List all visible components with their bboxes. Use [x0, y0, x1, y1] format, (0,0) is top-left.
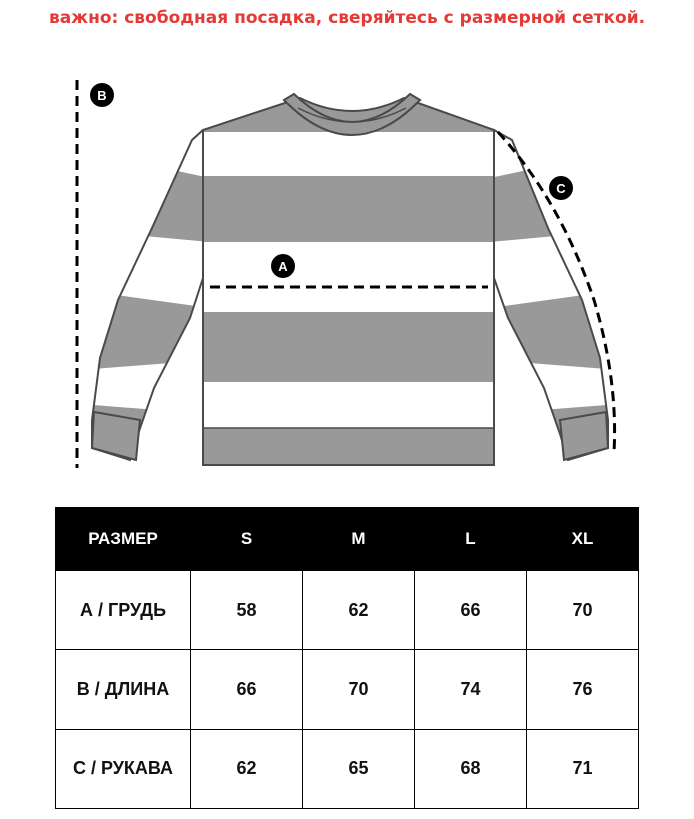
row-label-length: В / ДЛИНА	[56, 650, 191, 729]
fit-notice: важно: свободная посадка, сверяйтесь с размерной сеткой.	[48, 8, 646, 28]
header-xl: XL	[527, 508, 639, 571]
table-cell: 70	[527, 571, 639, 650]
header-size: РАЗМЕР	[56, 508, 191, 571]
size-chart-table	[55, 507, 639, 809]
table-row	[56, 571, 639, 650]
table-cell: 71	[527, 729, 639, 808]
table-cell: 70	[303, 650, 415, 729]
left-cuff	[92, 412, 140, 460]
table-cell: 74	[415, 650, 527, 729]
table-cell: 62	[303, 571, 415, 650]
table-cell: 76	[527, 650, 639, 729]
table-cell: 66	[191, 650, 303, 729]
right-cuff	[560, 412, 608, 460]
header-l: L	[415, 508, 527, 571]
marker-b-label: B	[97, 88, 107, 103]
marker-a-label: A	[278, 259, 288, 274]
table-cell: 62	[191, 729, 303, 808]
table-cell: 66	[415, 571, 527, 650]
header-s: S	[191, 508, 303, 571]
row-label-sleeve: С / РУКАВА	[56, 729, 191, 808]
row-label-chest: А / ГРУДЬ	[56, 571, 191, 650]
table-row	[56, 650, 639, 729]
table-header-row	[56, 508, 639, 571]
table-cell: 68	[415, 729, 527, 808]
table-cell: 65	[303, 729, 415, 808]
table-cell: 58	[191, 571, 303, 650]
marker-c-label: C	[556, 181, 566, 196]
sweater-body	[200, 90, 500, 470]
table-row	[56, 729, 639, 808]
header-m: M	[303, 508, 415, 571]
